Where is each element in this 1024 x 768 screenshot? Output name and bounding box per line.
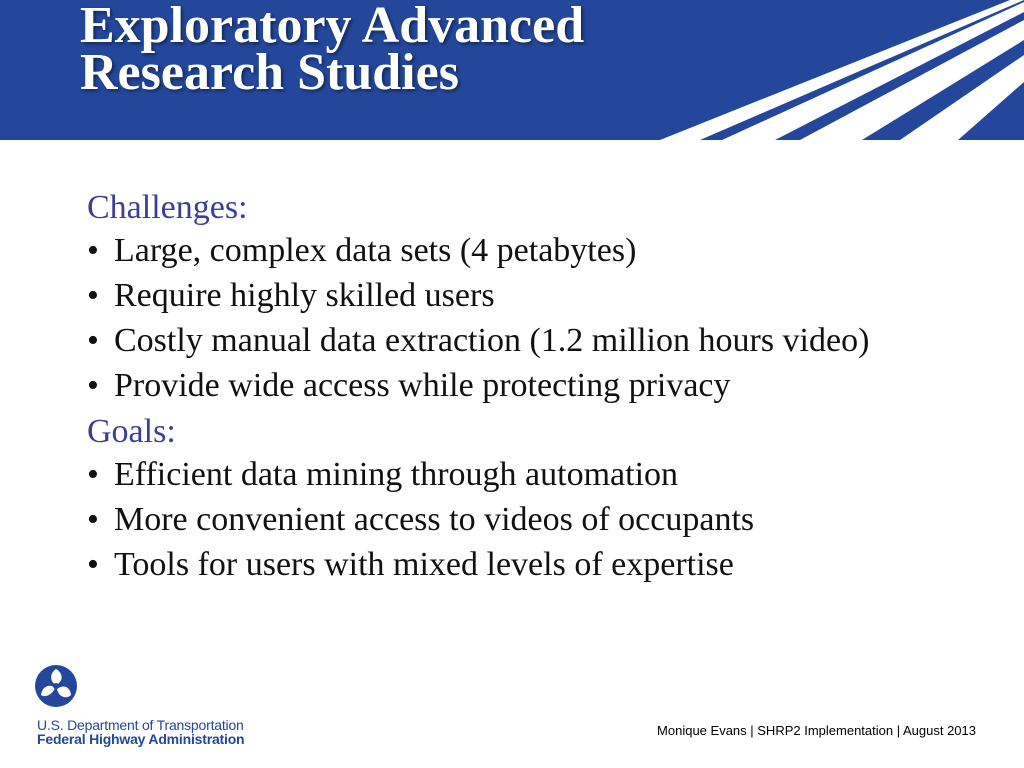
challenges-list	[87, 230, 947, 406]
usdot-triskelion-icon	[33, 663, 79, 709]
bullet-icon: •	[87, 546, 99, 583]
bullet-icon: •	[87, 322, 99, 359]
footer-text: Monique Evans | SHRP2 Implementation | August 2013	[657, 723, 976, 738]
list-item	[87, 454, 947, 495]
goals-list	[87, 454, 947, 585]
challenges-heading: Challenges:	[87, 189, 248, 226]
list-item	[87, 230, 947, 271]
list-item	[87, 499, 947, 540]
slide-title-line2: Research Studies	[80, 44, 459, 101]
bullet-text: More convenient access to videos of occupants	[114, 501, 755, 538]
slide-title-line1: Exploratory Advanced	[80, 0, 585, 54]
logo-text-administration: Federal Highway Administration	[37, 731, 245, 747]
bullet-text: Require highly skilled users	[114, 277, 495, 314]
header-band	[0, 0, 1024, 140]
goals-heading: Goals:	[87, 413, 176, 450]
bullet-icon: •	[87, 501, 99, 538]
list-item	[87, 320, 947, 361]
bullet-icon: •	[87, 367, 99, 404]
slide-title	[80, 0, 585, 101]
list-item	[87, 544, 947, 585]
bullet-text: Provide wide access while protecting privacy	[114, 367, 731, 404]
bullet-icon: •	[87, 456, 99, 493]
usdot-fhwa-logo	[33, 663, 263, 753]
list-item	[87, 275, 947, 316]
bullet-text: Efficient data mining through automation	[114, 456, 679, 493]
bullet-icon: •	[87, 232, 99, 269]
slide-content	[87, 186, 947, 589]
logo-text-department: U.S. Department of Transportation	[37, 717, 244, 733]
bullet-text: Tools for users with mixed levels of expertise	[114, 546, 734, 583]
bullet-text: Large, complex data sets (4 petabytes)	[114, 232, 637, 269]
bullet-text: Costly manual data extraction (1.2 million hours video)	[114, 322, 870, 359]
bullet-icon: •	[87, 277, 99, 314]
list-item	[87, 365, 947, 406]
